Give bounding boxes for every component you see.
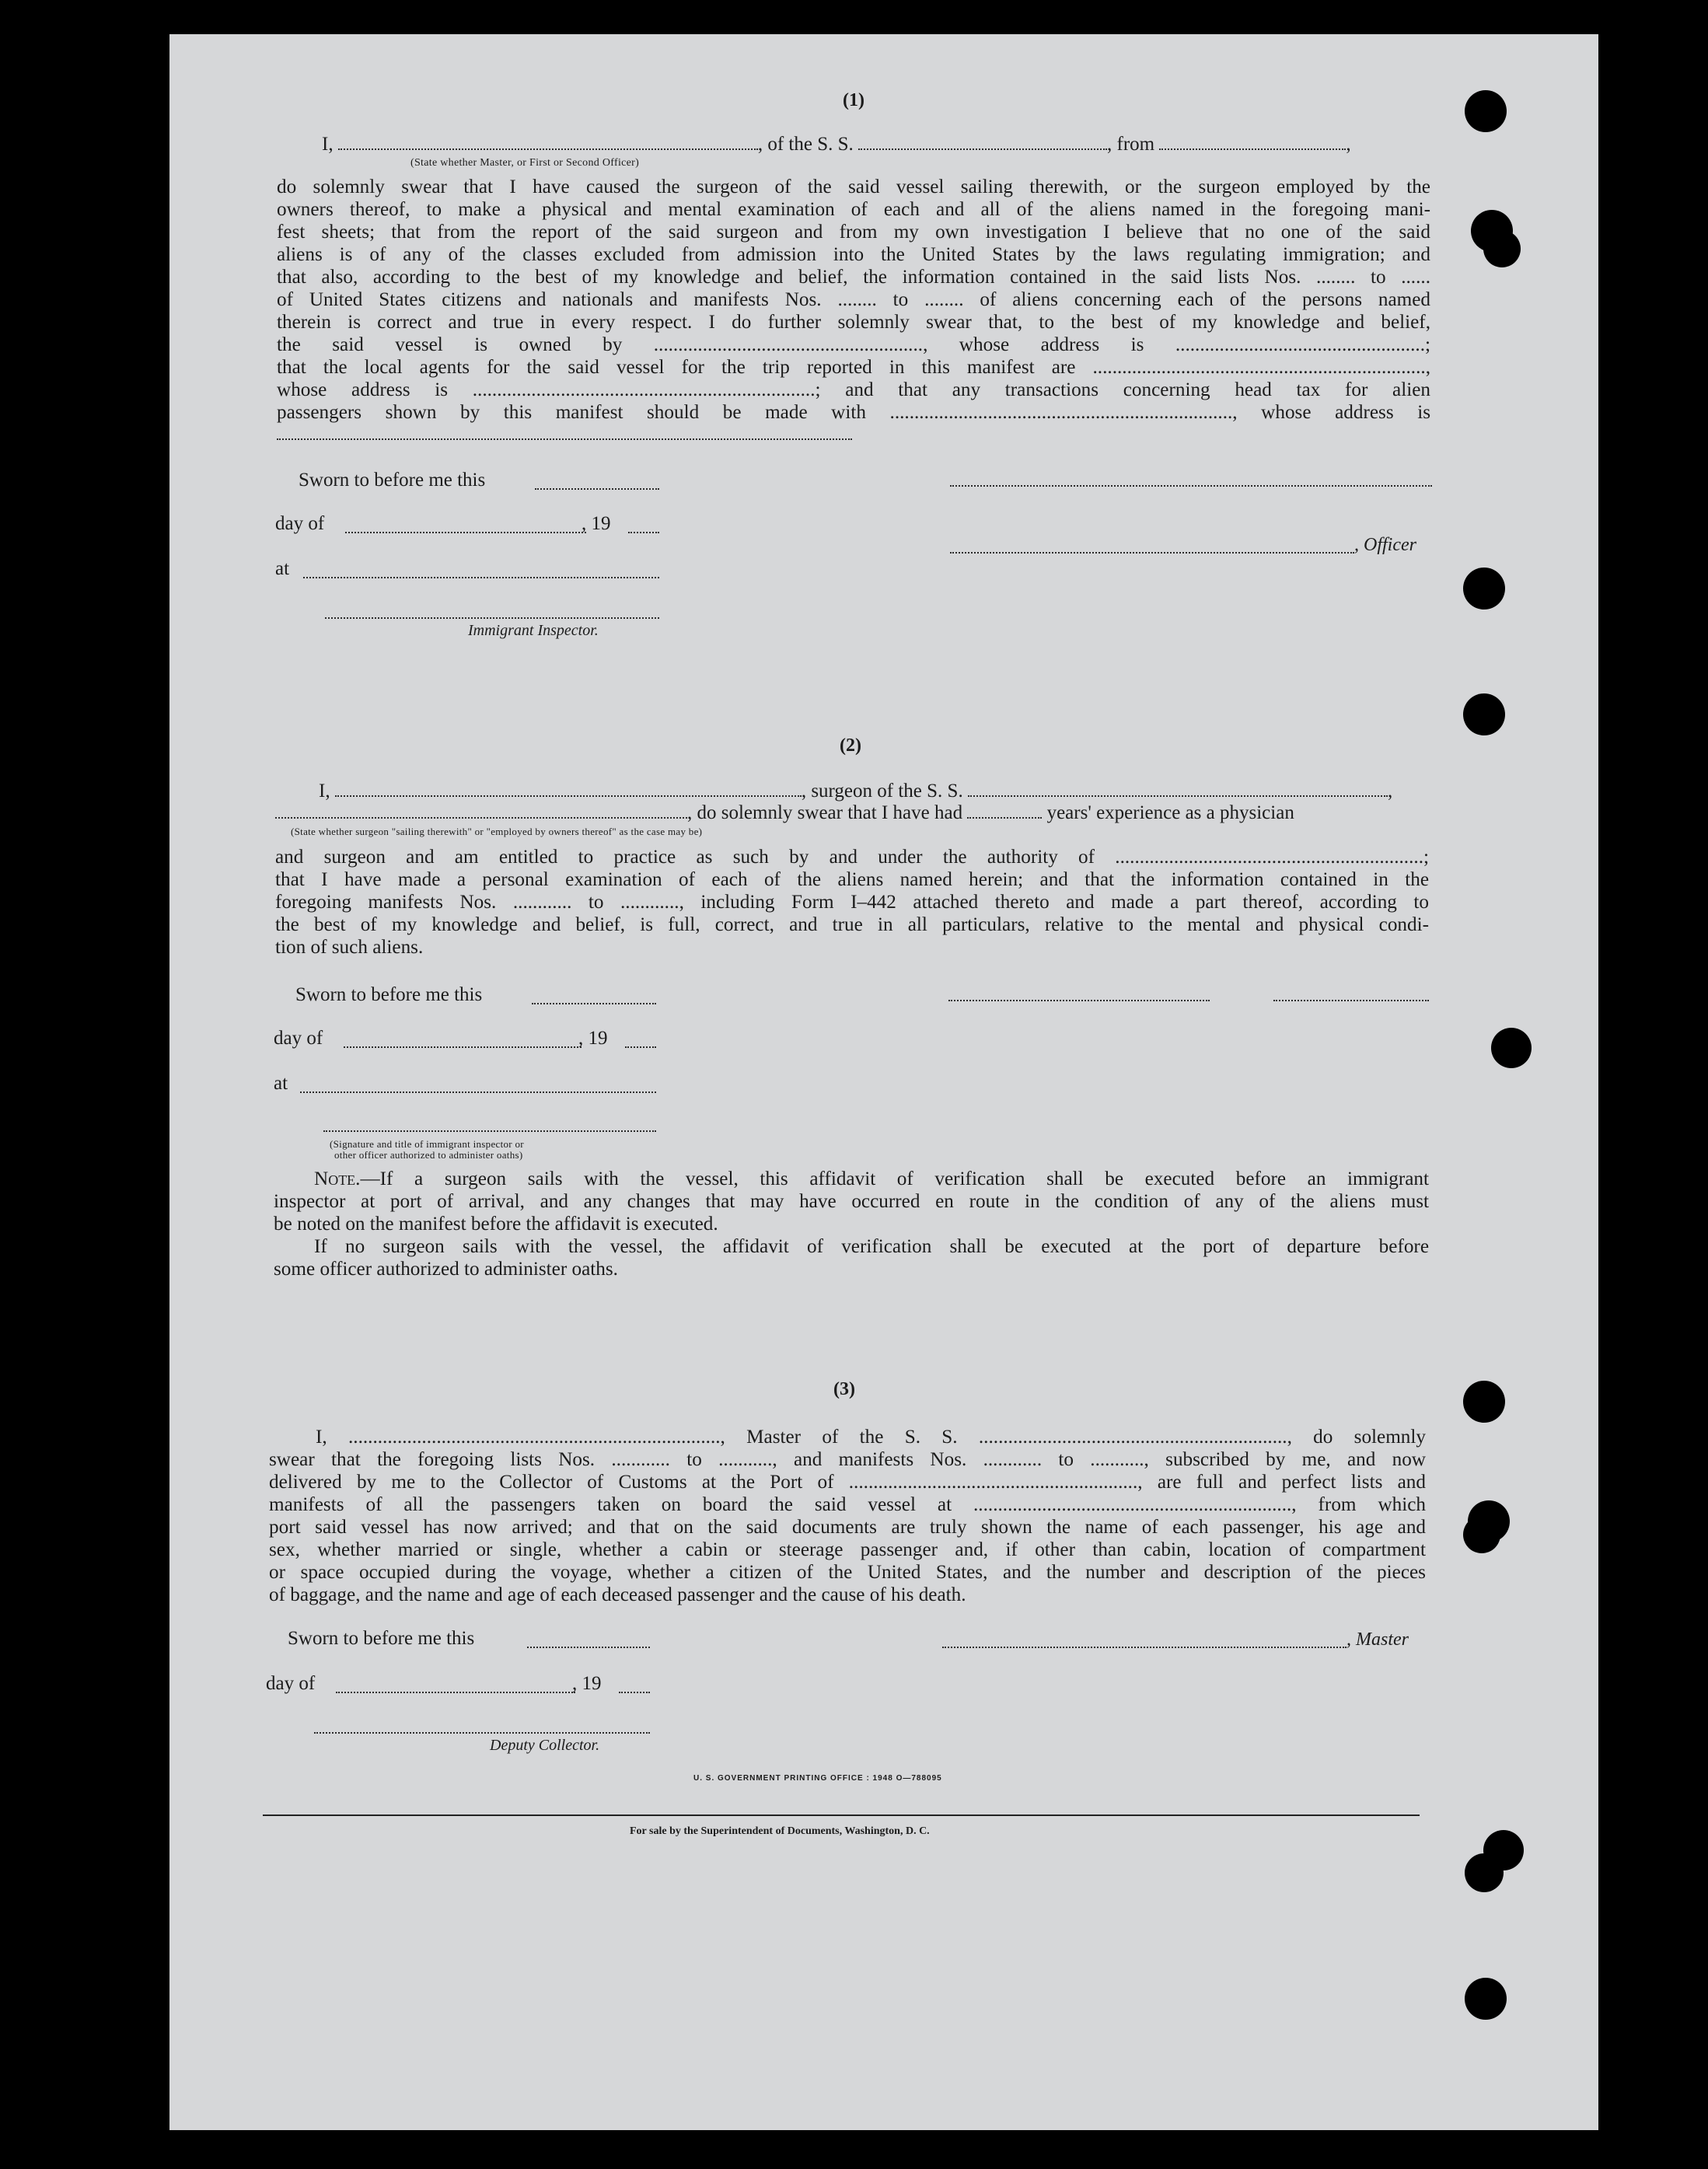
oath-line: do solemnly swear that I have caused the surgeon of the said vessel sailing therewith, or the surgeon employed by the [277,176,1430,197]
years-experience-label: years' experience as a physician [1046,802,1294,823]
punch-hole [1483,230,1521,267]
vessel-name-field[interactable] [968,781,1388,797]
oath-line: passengers shown by this manifest should be made with ......................................................................, whose address is [277,402,1430,423]
at-label: at [274,1073,288,1094]
opening-i: I, [319,781,330,802]
section-2-experience-line [275,802,1294,824]
punch-hole [1463,568,1505,609]
master-label: , Master [1346,1629,1409,1650]
officer-caption: (State whether Master, or First or Second Officer) [410,157,640,169]
section-1-oath-text [277,176,1430,424]
signature-caption: (Signature and title of immigrant inspector or [330,1138,524,1150]
immigrant-inspector-label: Immigrant Inspector. [468,622,599,639]
oath-line: that also, according to the best of my knowledge and belief, the information contained in the said lists Nos. ........ to ...... [277,267,1430,288]
punch-hole [1463,1381,1505,1423]
master-signature-field[interactable] [942,1647,1346,1648]
oath-line: swear that the foregoing lists Nos. ............ to ..........., and manifests Nos. ............ to ..........., subscribed by me, and now [269,1449,1426,1470]
sworn-date-field[interactable] [532,1003,656,1004]
surgeon-status-field[interactable] [275,803,687,819]
oath-line: the said vessel is owned by ......................................................., whose address is ...................................................; [277,334,1430,355]
oath-line: that the local agents for the said vessel for the trip reported in this manifest are ...................................................................., [277,357,1430,378]
surgeon-caption: (State whether surgeon "sailing therewith" or "employed by owners thereof" as the case may be) [291,826,703,837]
surgeon-of-ss-label: , surgeon of the S. S. [801,781,963,802]
note-line: If no surgeon sails with the vessel, the affidavit of verification shall be executed at the port of departure before [314,1236,1429,1257]
officer-title-field[interactable] [950,552,1354,554]
oath-line: that I have made a personal examination of each of the aliens named herein; and that the information contained in the [275,869,1429,890]
sworn-date-field[interactable] [535,488,659,490]
punch-hole [1463,1516,1500,1553]
note-text [274,1168,1429,1280]
officer-label: , Officer [1354,535,1416,555]
oath-line: foregoing manifests Nos. ............ to ............, including Form I–442 attached thereto and made a part thereof, according to [275,892,1429,913]
day-of-field[interactable] [336,1692,575,1693]
officer-signature-field[interactable] [950,485,1432,487]
punch-hole [1491,1028,1532,1068]
comma: , [1387,781,1393,802]
section-1-number: (1) [843,90,864,110]
deputy-collector-label: Deputy Collector. [490,1737,600,1754]
punch-hole [1465,1853,1504,1892]
sworn-date-field[interactable] [527,1647,650,1648]
note-line [274,1168,1429,1190]
year-label: , 19 [578,1028,608,1049]
day-of-label: day of [274,1028,323,1049]
oath-line: the best of my knowledge and belief, is full, correct, and true in all particulars, relative to the mental and physical condi- [275,914,1429,935]
signature-caption: other officer authorized to administer oaths) [334,1149,523,1161]
oath-line: port said vessel has now arrived; and that on the said documents are truly shown the name of each passenger, his age and [269,1517,1426,1538]
authorized-officer-signature-field[interactable] [323,1130,656,1132]
surgeon-title-field[interactable] [1273,1000,1429,1001]
surgeon-signature-field[interactable] [948,1000,1210,1001]
surgeon-name-field[interactable] [335,781,802,797]
oath-line: owners thereof, to make a physical and mental examination of each and all of the aliens named in the foregoing mani- [277,199,1430,220]
oath-line: of baggage, and the name and age of each deceased passenger and the cause of his death. [269,1584,966,1605]
vessel-name-field[interactable] [858,134,1107,150]
footer-rule [263,1814,1420,1816]
inspector-signature-field[interactable] [325,617,659,619]
note-line: some officer authorized to administer oaths. [274,1259,618,1280]
opening-i: I, [322,134,334,155]
comma: , [1346,134,1351,155]
oath-line: manifests of all the passengers taken on board the said vessel at ................................................................., from which [269,1494,1426,1515]
form-page [169,34,1598,2130]
oath-line: whose address is ......................................................................; and that any transactions concerning head tax for alien [277,379,1430,400]
of-ss-label: , of the S. S. [757,134,854,155]
year-field[interactable] [628,532,659,533]
oath-line: I, ............................................................................, Master of the S. S. ..............................................................., do solemnly [316,1427,1426,1448]
at-field[interactable] [300,1091,656,1093]
swear-had-label: , do solemnly swear that I have had [687,802,963,823]
punch-hole [1463,693,1505,735]
section-1-opening-line [322,134,1605,155]
day-of-field[interactable] [344,1046,582,1048]
section-2-opening-line [319,781,1392,802]
note-line-text: —If a surgeon sails with the vessel, this affidavit of verification shall be executed before an immigrant [360,1168,1429,1189]
section-3-number: (3) [833,1379,855,1399]
oath-line: sex, whether married or single, whether a cabin or steerage passenger and, if other than cabin, location of compartment [269,1539,1426,1560]
oath-line: delivered by me to the Collector of Customs at the Port of ..........................................................., are full and perfect lists and [269,1472,1426,1493]
section-2-oath-text [275,846,1429,959]
year-field[interactable] [619,1692,650,1693]
punch-hole [1465,1978,1507,2020]
oath-line: fest sheets; that from the report of the said surgeon and from my own investigation I believe that no one of the said [277,222,1430,243]
year-label: , 19 [572,1673,602,1694]
sworn-label: Sworn to before me this [295,984,483,1005]
officer-name-field[interactable] [338,134,758,150]
sworn-label: Sworn to before me this [288,1628,475,1649]
year-field[interactable] [625,1046,656,1048]
at-field[interactable] [303,577,659,578]
oath-line: and surgeon and am entitled to practice as such by and under the authority of ...............................................................; [275,847,1429,868]
oath-line: or space occupied during the voyage, whether a citizen of the United States, and the number and description of the pieces [269,1562,1426,1583]
years-field[interactable] [967,803,1042,819]
day-of-label: day of [266,1673,316,1694]
oath-line: aliens is of any of the classes excluded from admission into the United States by the laws regulating immigration; and [277,244,1430,265]
from-port-field[interactable] [1159,134,1346,150]
punch-hole [1465,90,1507,132]
note-line: be noted on the manifest before the affidavit is executed. [274,1214,718,1235]
year-label: , 19 [582,513,611,534]
day-of-field[interactable] [345,532,586,533]
printing-office-imprint: U. S. GOVERNMENT PRINTING OFFICE : 1948 O—788095 [693,1774,942,1783]
oath-line: tion of such aliens. [275,937,424,958]
oath-line: therein is correct and true in every respect. I do further solemnly swear that, to the best of my knowledge and belief, [277,312,1430,333]
oath-line: of United States citizens and nationals and manifests Nos. ........ to ........ of aliens concerning each of the persons named [277,289,1430,310]
day-of-label: day of [275,513,325,534]
at-label: at [275,558,290,579]
section-2-number: (2) [840,735,861,756]
section-3-oath-text [269,1426,1426,1606]
sale-notice: For sale by the Superintendent of Documents, Washington, D. C. [630,1825,930,1837]
address-continuation-field[interactable] [277,438,852,440]
sworn-label: Sworn to before me this [299,470,486,491]
note-line: inspector at port of arrival, and any changes that may have occurred en route in the condition of any of the aliens must [274,1191,1429,1212]
from-label: , from [1107,134,1155,155]
deputy-signature-field[interactable] [314,1732,650,1734]
note-label: Note. [314,1168,361,1189]
